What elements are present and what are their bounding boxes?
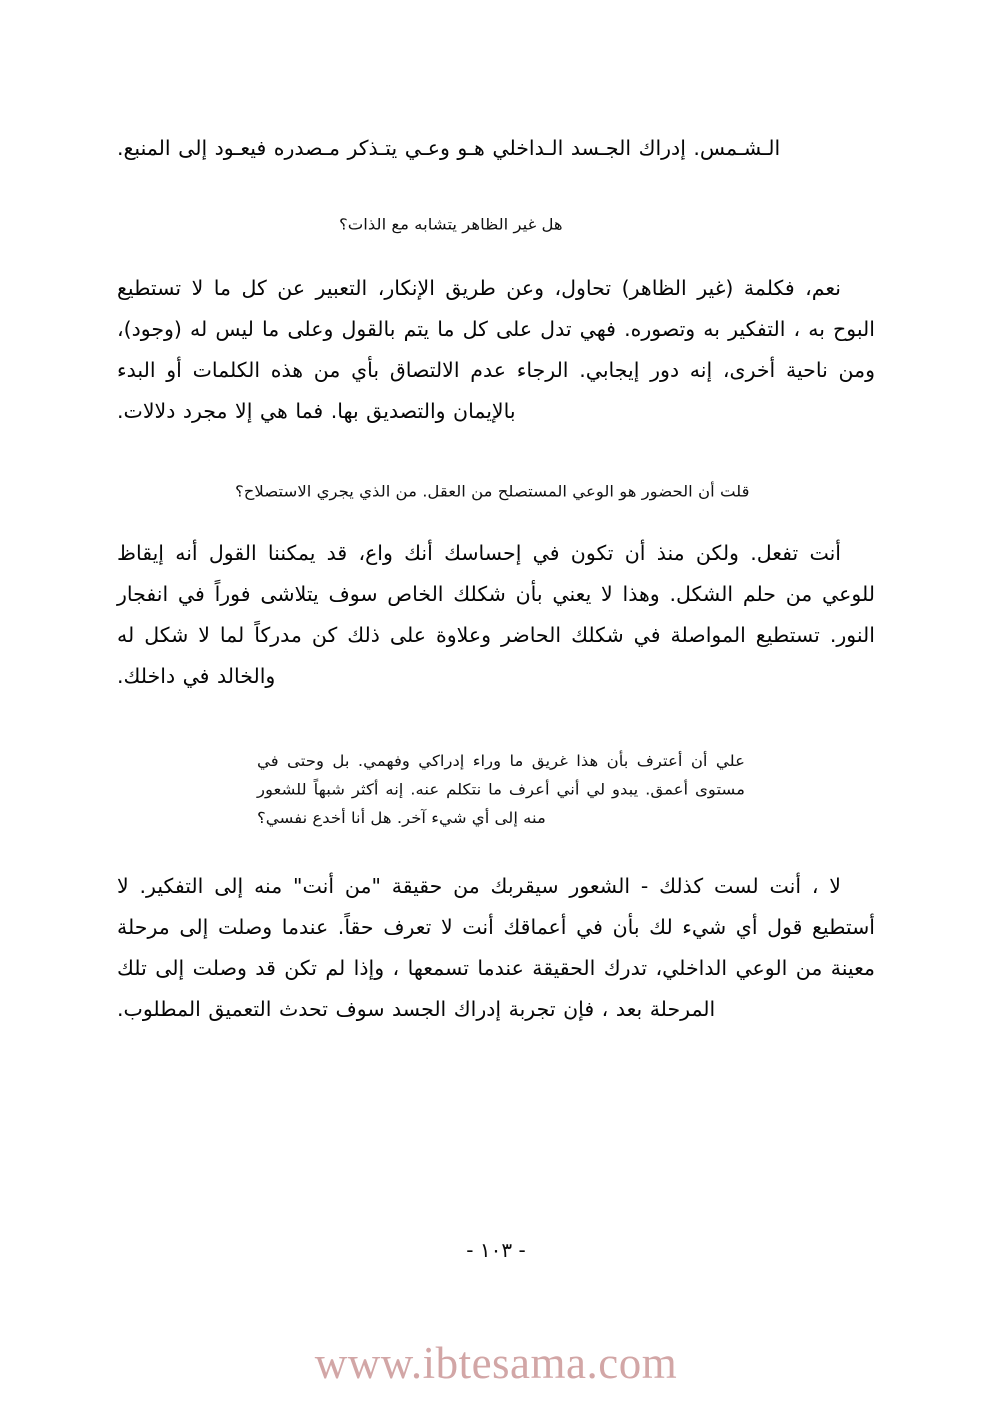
question-block-1-wrapper xyxy=(117,209,875,240)
spacer-after-question-2 xyxy=(117,507,875,533)
page-content-area xyxy=(117,128,875,1030)
question-block-1: هل غير الظاهر يتشابه مع الذات؟ xyxy=(339,215,563,234)
body-paragraph-1: الـشـمس. إدراك الجـسد الـداخلي هـو وعـي يتـذكر مـصدره فيعـود إلى المنبع. xyxy=(117,136,781,160)
body-paragraph-4: لا ، أنت لست كذلك - الشعور سيقربك من حقيقة "من أنت" منه إلى التفكير. لا أستطيع قول أي شيء لك بأن في أعماقك أنت لا تعرف حقاً. عندما وصلت إلى مرحلة معينة من الوعي الداخلي، تدرك الحقيقة عندما تسمعها ، وإذا لم تكن قد وصلت إلى تلك المرحلة بعد ، فإن تجربة إدراك الجسد سوف تحدث التعميق المطلوب. xyxy=(117,874,875,1021)
question-block-2: قلت أن الحضور هو الوعي المستصلح من العقل. من الذي يجري الاستصلاح؟ xyxy=(235,482,750,501)
question-block-2-wrapper xyxy=(117,476,875,507)
question-block-3: علي أن أعترف بأن هذا غريق ما وراء إدراكي وفهمي. بل وحتى في مستوى أعمق. يبدو لي أني أعرف ما نتكلم عنه. إنه أكثر شبهاً للشعور منه إلى أي شيء آخر. هل أنا أخدع نفسي؟ xyxy=(257,752,745,827)
page-number: - ١٠٣ - xyxy=(466,1238,526,1262)
body-paragraph-2: نعم، فكلمة (غير الظاهر) تحاول، وعن طريق الإنكار، التعبير عن كل ما لا تستطيع البوح به ، التفكير به وتصوره. فهي تدل على كل ما يتم بالقول وعلى ما ليس له (وجود)، ومن ناحية أخرى، إنه دور إيجابي. الرجاء عدم الالتصاق بأي من هذه الكلمات أو البدء بالإيمان والتصديق بها. فما هي إلا مجرد دلالات. xyxy=(117,276,875,423)
spacer-after-question-1 xyxy=(117,240,875,268)
site-watermark: www.ibtesama.com xyxy=(314,1338,678,1388)
question-block-3-wrapper xyxy=(117,743,875,836)
body-paragraph-3: أنت تفعل. ولكن منذ أن تكون في إحساسك أنك واع، قد يمكننا القول أنه إيقاظ للوعي من حلم الشكل. وهذا لا يعني بأن شكلك الخاص سوف يتلاشى فوراً في انفجار النور. تستطيع المواصلة في شكلك الحاضر وعلاوة على ذلك كن مدركاً لما لا شكل له والخالد في داخلك. xyxy=(117,541,875,688)
spacer-after-question-3 xyxy=(117,836,875,866)
